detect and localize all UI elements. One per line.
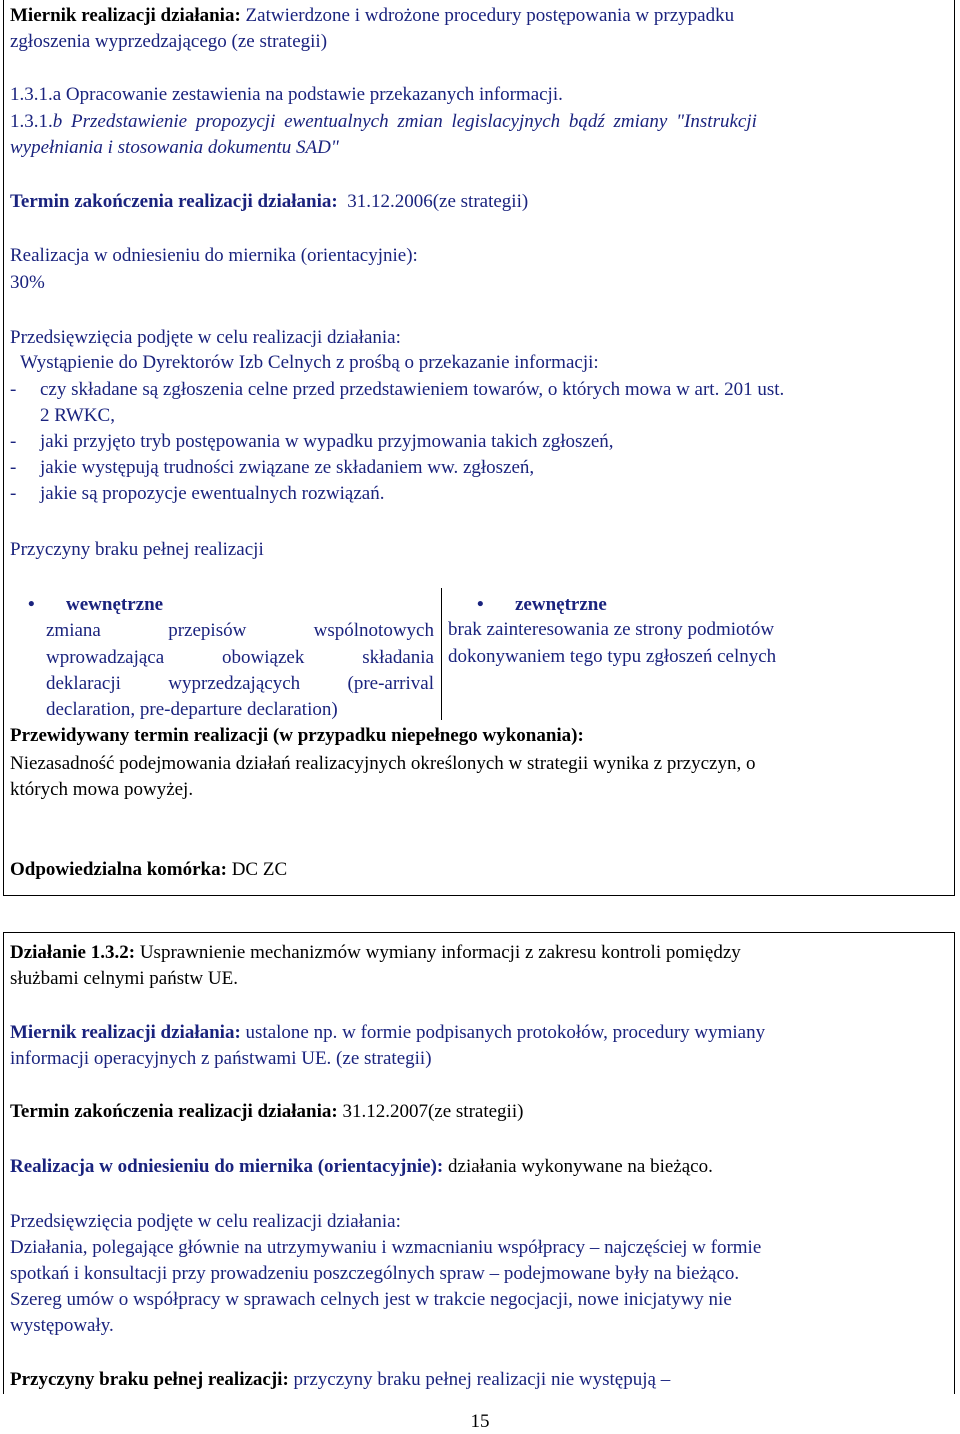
- odpowiedzialna-label: Odpowiedzialna komórka:: [10, 859, 227, 880]
- dzialanie-label: Działanie 1.3.2:: [10, 942, 136, 963]
- dzialanie-text: Usprawnienie mechanizmów wymiany informacji z zakresu kontroli pomiędzy: [135, 942, 741, 963]
- miernik2-row: [10, 1021, 765, 1045]
- zewnetrzne-header: • zewnętrzne: [477, 594, 607, 615]
- page-number: 15: [470, 1411, 490, 1432]
- przedsiewziecia2-label: Przedsięwzięcia podjęte w celu realizacji działania:: [10, 1211, 401, 1232]
- wewnetrzne-line-3: deklaracji wyprzedzających (pre-arrival: [46, 673, 434, 694]
- miernik2-cont: informacji operacyjnych z państwami UE. (ze strategii): [10, 1048, 432, 1069]
- termin-row: [10, 190, 528, 214]
- przyczyny2-value: przyczyny braku pełnej realizacji nie występują –: [288, 1369, 671, 1390]
- przedsiewziecia2-line-1: Działania, polegające głównie na utrzymywaniu i wzmacnianiu współpracy – najczęściej w formie: [10, 1237, 762, 1258]
- miernik-row: [10, 4, 734, 28]
- point-1-cont: 2 RWKC,: [40, 405, 115, 426]
- miernik-text: Zatwierdzone i wdrożone procedury postępowania w przypadku: [240, 5, 735, 26]
- realizacja2-row: [10, 1155, 713, 1179]
- wewnetrzne-line-4: declaration, pre-departure declaration): [46, 699, 338, 720]
- termin-value: 31.12.2006(ze strategii): [337, 191, 529, 212]
- termin2-row: [10, 1100, 523, 1124]
- przewidywany-line-1: Niezasadność podejmowania działań realizacyjnych określonych w strategii wynika z przyczyn, o: [10, 753, 756, 774]
- realizacja-value: 30%: [10, 272, 45, 293]
- odpowiedzialna-value: DC ZC: [226, 859, 288, 880]
- point-1: - czy składane są zgłoszenia celne przed przedstawieniem towarów, o których mowa w art. 201 ust.: [10, 379, 785, 400]
- wewnetrzne-header: • wewnętrzne: [28, 594, 164, 615]
- zewnetrzne-line-2: dokonywaniem tego typu zgłoszeń celnych: [448, 646, 777, 667]
- realizacja2-label: Realizacja w odniesieniu do miernika (orientacyjnie):: [10, 1156, 444, 1177]
- miernik-label: Miernik realizacji działania:: [10, 5, 241, 26]
- przedsiewziecia-label: Przedsięwzięcia podjęte w celu realizacji działania:: [10, 327, 401, 348]
- przedsiewziecia2-line-3: Szereg umów o współpracy w sprawach celnych jest w trakcie negocjacji, nowe inicjatywy nie: [10, 1289, 732, 1310]
- termin2-label: Termin zakończenia realizacji działania:: [10, 1101, 338, 1122]
- przyczyny2-row: [10, 1368, 670, 1392]
- realizacja-label: Realizacja w odniesieniu do miernika (orientacyjnie):: [10, 245, 418, 266]
- item-b-text: b Przedstawienie propozycji ewentualnych zmian legislacyjnych bądź zmiany "Instrukcji: [52, 111, 757, 132]
- point-2: - jaki przyjęto tryb postępowania w wypadku przyjmowania takich zgłoszeń,: [10, 431, 614, 452]
- column-divider: [441, 588, 442, 720]
- przedsiewziecia2-line-4: występowały.: [10, 1315, 114, 1336]
- przedsiewziecia-intro: Wystąpienie do Dyrektorów Izb Celnych z prośbą o przekazanie informacji:: [20, 352, 599, 373]
- przedsiewziecia2-line-2: spotkań i konsultacji przy prowadzeniu poszczególnych spraw – podejmowane były na bieżąco.: [10, 1263, 740, 1284]
- realizacja2-value: działania wykonywane na bieżąco.: [443, 1156, 713, 1177]
- odpowiedzialna-row: [10, 858, 287, 882]
- item-b-number: 1.3.1.: [10, 111, 53, 132]
- dzialanie-row: [10, 941, 741, 965]
- item-b-cont: wypełniania i stosowania dokumentu SAD": [10, 137, 339, 158]
- bullet-icon: •: [477, 594, 484, 615]
- point-4: - jakie są propozycje ewentualnych rozwiązań.: [10, 483, 385, 504]
- miernik-cont: zgłoszenia wyprzedzającego (ze strategii): [10, 31, 328, 52]
- termin2-value: 31.12.2007(ze strategii): [337, 1101, 524, 1122]
- przyczyny-label: Przyczyny braku pełnej realizacji: [10, 539, 264, 560]
- wewnetrzne-line-2: wprowadzająca obowiązek składania: [46, 647, 434, 668]
- wewnetrzne-line-1: zmiana przepisów wspólnotowych: [46, 620, 434, 641]
- item-1-3-1-a: 1.3.1.a Opracowanie zestawienia na podstawie przekazanych informacji.: [10, 84, 563, 105]
- miernik2-label: Miernik realizacji działania:: [10, 1022, 241, 1043]
- miernik2-text: ustalone np. w formie podpisanych protokołów, procedury wymiany: [240, 1022, 766, 1043]
- bullet-icon: •: [28, 594, 35, 615]
- zewnetrzne-line-1: brak zainteresowania ze strony podmiotów: [448, 619, 775, 640]
- termin-label: Termin zakończenia realizacji działania:: [10, 191, 338, 212]
- item-1-3-1-b: [10, 110, 757, 134]
- przewidywany-line-2: których mowa powyżej.: [10, 779, 194, 800]
- przyczyny2-label: Przyczyny braku pełnej realizacji:: [10, 1369, 289, 1390]
- dzialanie-cont: służbami celnymi państw UE.: [10, 968, 238, 989]
- przewidywany-label: Przewidywany termin realizacji (w przypadku niepełnego wykonania):: [10, 725, 584, 746]
- point-3: - jakie występują trudności związane ze składaniem ww. zgłoszeń,: [10, 457, 535, 478]
